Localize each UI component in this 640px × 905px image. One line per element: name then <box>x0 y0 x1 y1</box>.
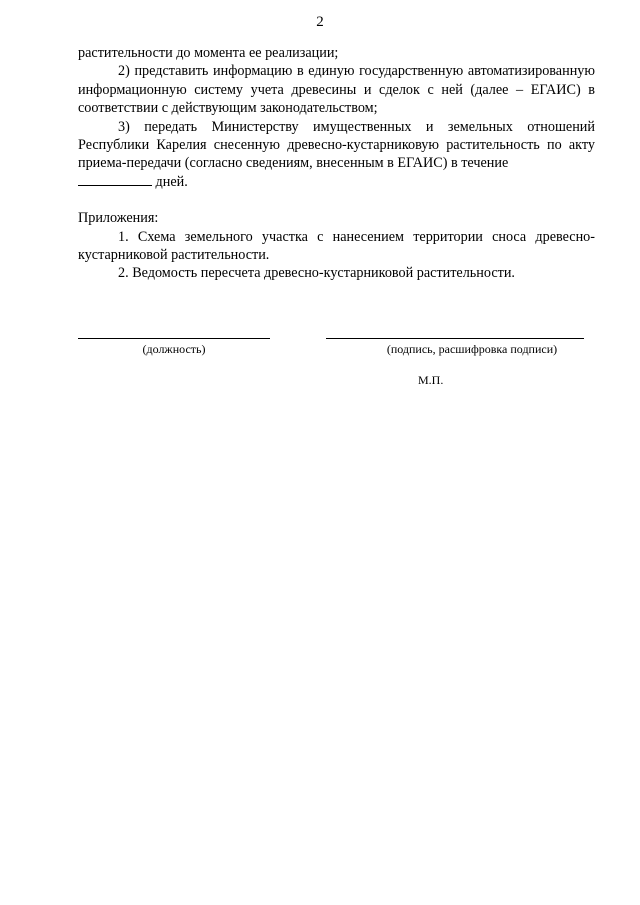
days-blank-field[interactable] <box>78 173 152 186</box>
stamp-mark: М.П. <box>418 373 444 387</box>
paragraph-item-3 <box>78 118 595 192</box>
signature-block <box>0 338 640 398</box>
page-number: 2 <box>316 14 324 30</box>
signature-line <box>326 338 584 339</box>
attachments-heading: Приложения: <box>78 210 159 227</box>
paragraph-item-3-days: дней. <box>155 173 188 190</box>
paragraph-continuation: растительности до момента ее реализации; <box>78 45 339 61</box>
paragraph-item-2: 2) представить информацию в единую государственную автоматизированную информационную систему учета древесины и сделок с ней (далее – ЕГАИС) в соответствии с действующим законодательством; <box>78 63 595 117</box>
position-line <box>78 338 270 339</box>
attachment-item-1: 1. Схема земельного участка с нанесением территории сноса древесно-кустарниковой растительности. <box>78 228 595 264</box>
signature-caption: (подпись, расшифровка подписи) <box>386 342 558 356</box>
attachment-item-2: 2. Ведомость пересчета древесно-кустарниковой растительности. <box>118 265 515 282</box>
paragraph-item-3-text: 3) передать Министерству имущественных и земельных отношений Республики Карелия снесенную древесно-кустарниковую растительность по акту приема-передачи (согласно сведениям, внесенным в ЕГАИС) в течение <box>78 118 595 172</box>
position-caption: (должность) <box>142 342 206 356</box>
document-body <box>78 44 595 283</box>
